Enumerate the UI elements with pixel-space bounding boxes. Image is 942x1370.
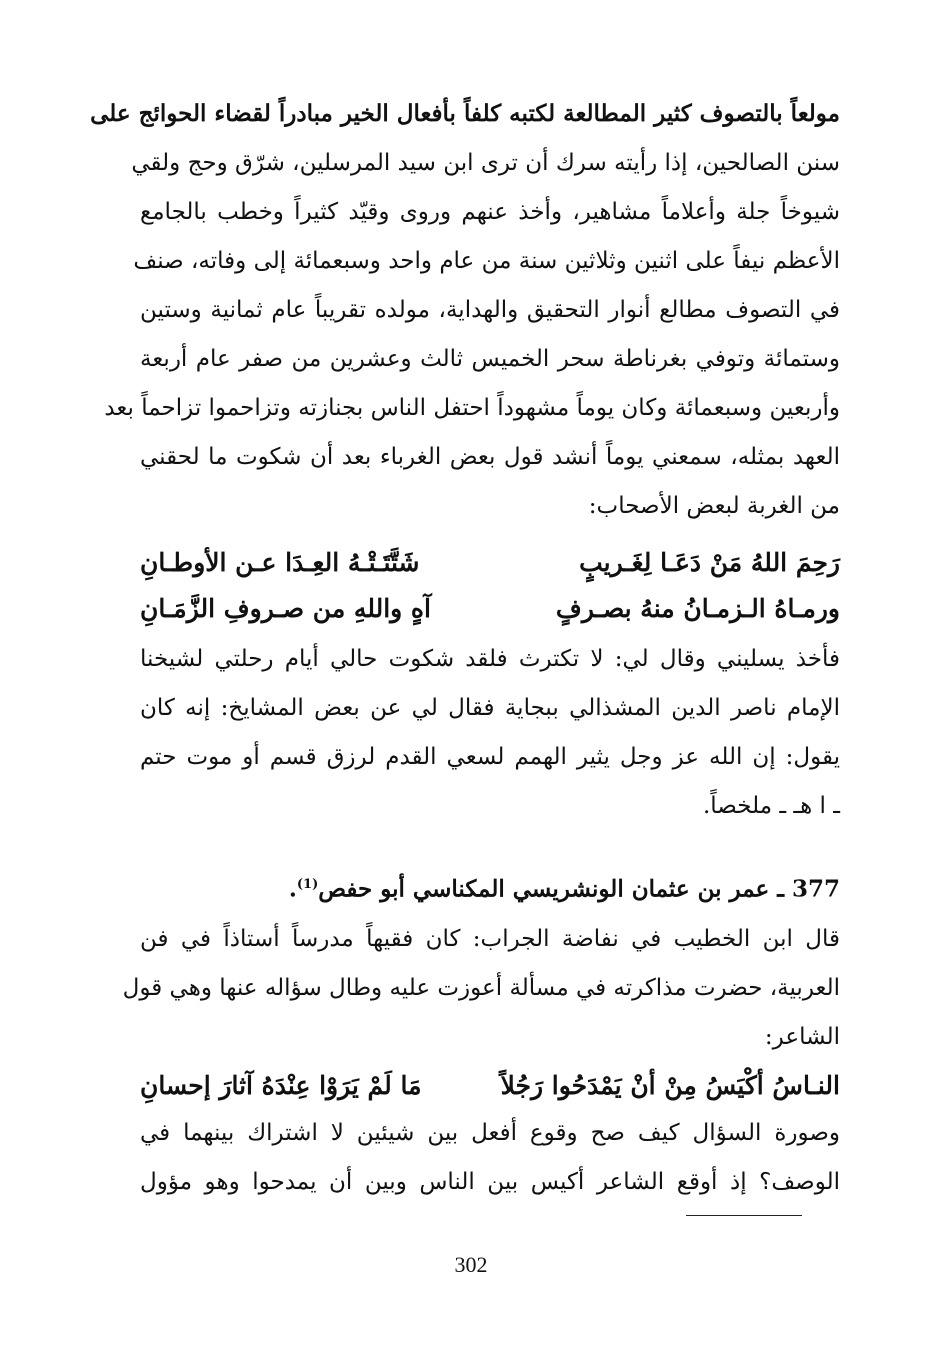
verse-2	[140, 1068, 840, 1104]
entry-heading	[140, 870, 840, 903]
paragraph-3-line-1: قال ابن الخطيب في نفاضة الجراب: كان فقيهاً مدرساً أستاذاً في فن	[140, 926, 840, 952]
verse-1-line-2-first-hemistich: ورمـاهُ الـزمـانُ منهُ بصـرفٍ	[555, 594, 840, 623]
paragraph-2-line-2: الإمام ناصر الدين المشذالي ببجاية فقال لي عن بعض المشايخ: إنه كان	[140, 695, 840, 721]
paragraph-1-line-2: سنن الصالحين، إذا رأيته سرك أن ترى ابن سيد المرسلين، شرّق وحج ولقي	[131, 150, 840, 176]
verse-2-first-hemistich: النـاسُ أكْيَسُ مِنْ أنْ يَمْدَحُوا رَجُلاً	[500, 1071, 840, 1100]
paragraph-1-line-5: في التصوف مطالع أنوار التحقيق والهداية، مولده تقريباً عام ثمانية وستين	[140, 297, 840, 323]
paragraph-1-line-9: من الغربة لبعض الأصحاب:	[588, 493, 840, 519]
paragraph-2-line-3: يقول: إن الله عز وجل يثير الهمم لسعي القدم لرزق قسم أو موت حتم	[140, 744, 841, 770]
verse-1-line-2	[140, 591, 840, 627]
paragraph-1-line-4: الأعظم نيفاً على اثنين وثلاثين سنة من عام واحد وسبعمائة إلى وفاته، صنف	[133, 248, 840, 274]
paragraph-2-line-4: ـ ا هـ ـ ملخصاً.	[702, 793, 840, 819]
verse-1-line-1-first-hemistich: رَحِمَ اللهُ مَنْ دَعَـا لِغَـريبٍ	[579, 548, 840, 577]
paragraph-4-line-1: وصورة السؤال كيف صح وقوع أفعل بين شيئين لا اشتراك بينهما في	[140, 1120, 840, 1146]
paragraph-1-line-3: شيوخاً جلة وأعلاماً مشاهير، وأخذ عنهم وروى وقيّد كثيراً وخطب بالجامع	[140, 199, 840, 225]
paragraph-1-line-8: العهد بمثله، سمعني يوماً أنشد قول بعض الغرباء بعد أن شكوت ما لحقني	[140, 444, 840, 470]
paragraph-1-line-7: وأربعين وسبعمائة وكان يوماً مشهوداً احتفل الناس بجنازته وتزاحموا تزاحماً بعد	[104, 395, 840, 421]
verse-1-line-1	[140, 545, 840, 581]
paragraph-2-line-1: فأخذ يسليني وقال لي: لا تكترث فلقد شكوت حالي أيام رحلتي لشيخنا	[140, 646, 840, 672]
paragraph-1-line-6: وستمائة وتوفي بغرناطة سحر الخميس ثالث وعشرين من صفر عام أربعة	[140, 346, 840, 372]
entry-number: 377	[791, 875, 840, 903]
entry-heading-end: .	[288, 875, 297, 903]
footnote-block	[140, 1228, 840, 1280]
footnote-line-1	[140, 1163, 840, 1189]
verse-1-line-1-second-hemistich: شَتَّتَـتْـهُ العِـدَا عـن الأوطـانِ	[140, 548, 420, 577]
page-number: 302	[454, 1252, 488, 1277]
verse-1-line-2-second-hemistich: آهٍ واللهِ من صـروفِ الزَّمَـانِ	[140, 594, 431, 623]
footnote-separator	[686, 1215, 802, 1216]
entry-title: ـ عمر بن عثمان الونشريسي المكناسي أبو حفص	[318, 875, 784, 903]
paragraph-1-line-1: مولعاً بالتصوف كثير المطالعة لكتبه كلفاً بأفعال الخير مبادراً لقضاء الحوائج على	[90, 100, 840, 127]
footnote-marker: (1)	[296, 877, 319, 892]
paragraph-3-line-3: الشاعر:	[764, 1024, 840, 1050]
paragraph-3-line-2: العربية، حضرت مذاكرته في مسألة أعوزت عليه وطال سؤاله عنها وهي قول	[122, 975, 840, 1001]
verse-2-second-hemistich: مَا لَمْ يَرَوْا عِنْدَهُ آثارَ إحسانِ	[140, 1071, 422, 1100]
paragraph-4-line-2: الوصف؟ إذ أوقع الشاعر أكيس بين الناس وبين أن يمدحوا وهو مؤول	[140, 1169, 840, 1195]
